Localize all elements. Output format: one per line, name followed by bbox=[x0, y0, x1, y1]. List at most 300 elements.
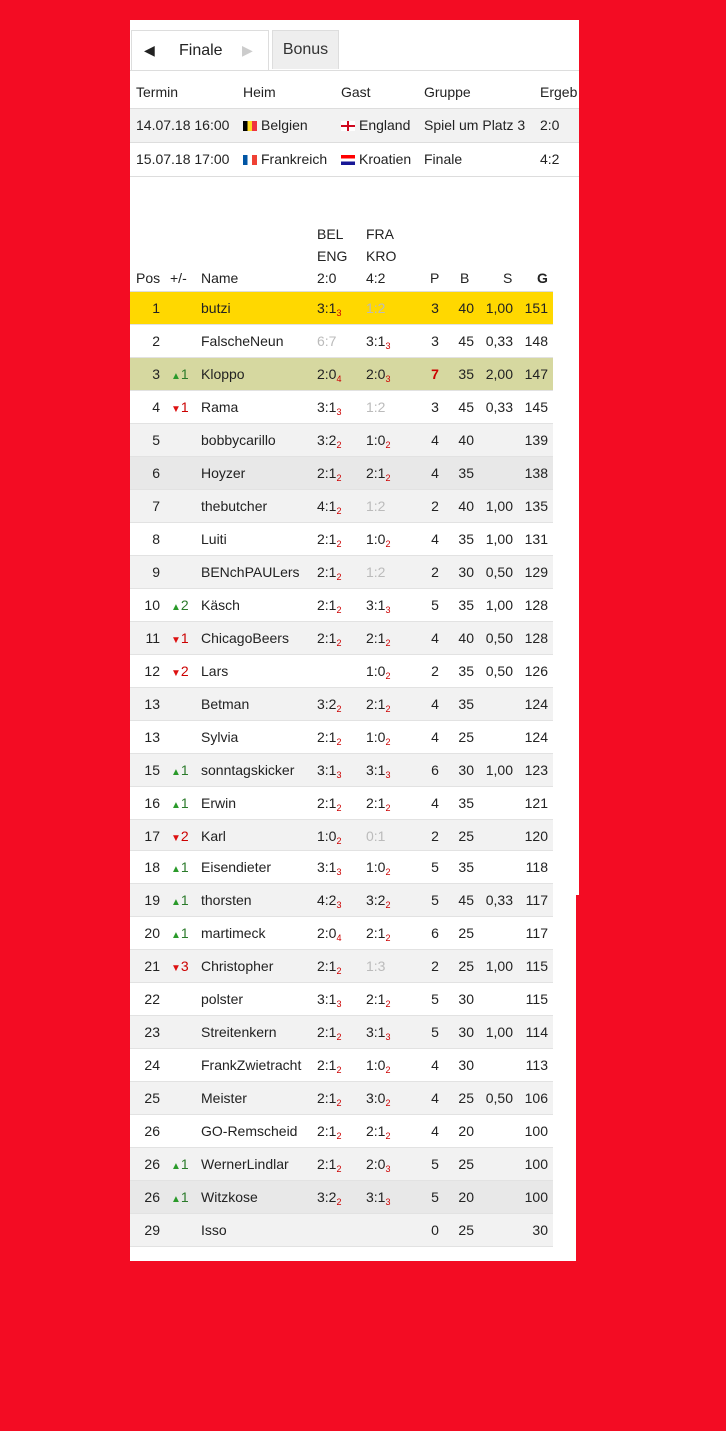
row-points: 2 bbox=[431, 498, 439, 514]
col-termin: Termin bbox=[136, 84, 179, 100]
tip-game2: 1:2 bbox=[366, 399, 386, 415]
rank-change: ▲1 bbox=[171, 795, 189, 811]
row-points: 2 bbox=[431, 564, 439, 580]
match-group: Spiel um Platz 3 bbox=[424, 117, 526, 133]
row-position: 26 bbox=[144, 1189, 160, 1205]
england-flag-icon bbox=[341, 121, 355, 131]
col-game2-home: FRA bbox=[366, 226, 394, 242]
row-total: 117 bbox=[525, 925, 548, 941]
row-position: 26 bbox=[144, 1156, 160, 1172]
row-points: 6 bbox=[431, 762, 439, 778]
row-name: thorsten bbox=[201, 892, 252, 908]
row-name: polster bbox=[201, 991, 244, 1007]
tip-game1: $2:1_2$ bbox=[317, 729, 342, 747]
row-points: 7 bbox=[431, 366, 439, 382]
standings-row[interactable] bbox=[130, 917, 553, 950]
row-s: 1,00 bbox=[485, 300, 513, 316]
match-result: 4:2 bbox=[540, 151, 560, 167]
tip-game2: $3:1_3$ bbox=[366, 762, 391, 780]
row-total: 100 bbox=[524, 1123, 548, 1139]
standings-row[interactable] bbox=[130, 950, 553, 983]
rank-change: ▼2 bbox=[171, 828, 189, 844]
row-name: Karl bbox=[201, 828, 226, 844]
row-name: Hoyzer bbox=[201, 465, 246, 481]
row-s: 0,33 bbox=[485, 399, 513, 415]
standings-row[interactable] bbox=[130, 622, 553, 655]
match-group: Finale bbox=[424, 151, 463, 167]
rank-change: ▲1 bbox=[171, 1156, 189, 1172]
row-points: 3 bbox=[431, 399, 439, 415]
row-position: 6 bbox=[152, 465, 160, 481]
tab-finale[interactable] bbox=[131, 30, 269, 70]
row-s: 1,00 bbox=[485, 1024, 513, 1040]
row-bonus: 25 bbox=[458, 925, 474, 941]
rank-change: ▲1 bbox=[171, 762, 189, 778]
row-name: Streitenkern bbox=[201, 1024, 277, 1040]
col-gruppe: Gruppe bbox=[424, 84, 471, 100]
col-game1-away: ENG bbox=[317, 248, 348, 264]
rank-change: ▲2 bbox=[171, 597, 189, 613]
tip-game1: $2:1_2$ bbox=[317, 465, 342, 483]
row-total: 118 bbox=[525, 859, 548, 875]
france-flag-icon bbox=[243, 155, 257, 165]
tip-game2: $2:0_3$ bbox=[366, 366, 391, 384]
match-date: 14.07.18 16:00 bbox=[136, 117, 230, 133]
tip-game2: $3:0_2$ bbox=[366, 1090, 391, 1108]
match-away: England bbox=[341, 109, 410, 142]
croatia-flag-icon bbox=[341, 155, 355, 165]
tip-game2: $1:0_2$ bbox=[366, 729, 391, 747]
row-name: Lars bbox=[201, 663, 229, 679]
standings-row[interactable] bbox=[130, 292, 553, 325]
match-away: Kroatien bbox=[341, 143, 411, 176]
standings-row[interactable] bbox=[130, 325, 553, 358]
row-total: 148 bbox=[524, 333, 548, 349]
row-position: 13 bbox=[144, 696, 160, 712]
row-name: GO-Remscheid bbox=[201, 1123, 298, 1139]
row-bonus: 35 bbox=[458, 465, 474, 481]
triangle-down-icon: ▼ bbox=[171, 963, 181, 974]
standings-row[interactable] bbox=[130, 1016, 553, 1049]
row-points: 3 bbox=[431, 333, 439, 349]
row-points: 4 bbox=[431, 795, 439, 811]
row-name: Erwin bbox=[201, 795, 237, 811]
tip-game2: $2:1_2$ bbox=[366, 465, 391, 483]
tip-game2: 1:2 bbox=[366, 300, 386, 316]
col-g: G bbox=[537, 270, 548, 286]
row-name: Käsch bbox=[201, 597, 240, 613]
row-bonus: 35 bbox=[458, 366, 474, 382]
row-position: 22 bbox=[144, 991, 160, 1007]
tip-game1: $2:1_2$ bbox=[317, 795, 342, 813]
row-points: 5 bbox=[431, 892, 439, 908]
row-position: 25 bbox=[144, 1090, 160, 1106]
col-game1-score: 2:0 bbox=[317, 270, 337, 286]
tip-game2: $2:1_2$ bbox=[366, 991, 391, 1009]
row-name: Isso bbox=[201, 1222, 227, 1238]
row-points: 4 bbox=[431, 729, 439, 745]
row-total: 100 bbox=[524, 1189, 548, 1205]
row-bonus: 25 bbox=[458, 828, 474, 844]
col-b: B bbox=[460, 270, 470, 286]
row-bonus: 30 bbox=[458, 1024, 474, 1040]
row-bonus: 45 bbox=[458, 892, 474, 908]
row-position: 17 bbox=[144, 828, 160, 844]
row-bonus: 30 bbox=[458, 762, 474, 778]
standings-row[interactable] bbox=[130, 1214, 553, 1247]
row-position: 29 bbox=[144, 1222, 160, 1238]
triangle-up-icon: ▲ bbox=[171, 371, 181, 382]
standings-row[interactable] bbox=[130, 523, 553, 556]
row-name: butzi bbox=[201, 300, 231, 316]
tip-game2: $1:0_2$ bbox=[366, 432, 391, 450]
standings-row[interactable] bbox=[130, 589, 553, 622]
standings-row[interactable] bbox=[130, 754, 553, 787]
standings-row[interactable] bbox=[130, 490, 553, 523]
rank-change: ▲1 bbox=[171, 366, 189, 382]
tip-game2: $2:1_2$ bbox=[366, 696, 391, 714]
tip-game1: $3:1_3$ bbox=[317, 300, 342, 318]
row-total: 117 bbox=[525, 892, 548, 908]
row-name: FalscheNeun bbox=[201, 333, 284, 349]
tip-game2: $1:0_2$ bbox=[366, 531, 391, 549]
row-total: 115 bbox=[525, 958, 548, 974]
row-points: 2 bbox=[431, 958, 439, 974]
tip-game1: $2:1_2$ bbox=[317, 1123, 342, 1141]
standings-row[interactable] bbox=[130, 358, 553, 391]
standings-row[interactable] bbox=[130, 1148, 553, 1181]
match-row[interactable] bbox=[130, 143, 579, 177]
row-position: 23 bbox=[144, 1024, 160, 1040]
row-name: Betman bbox=[201, 696, 250, 712]
tip-game1: $3:2_2$ bbox=[317, 696, 342, 714]
row-bonus: 25 bbox=[458, 729, 474, 745]
row-name: Rama bbox=[201, 399, 239, 415]
tip-game1: $1:0_2$ bbox=[317, 828, 342, 846]
row-points: 4 bbox=[431, 696, 439, 712]
tip-game1: $2:1_2$ bbox=[317, 1024, 342, 1042]
standings-row[interactable] bbox=[130, 655, 553, 688]
tip-game2: $1:0_2$ bbox=[366, 1057, 391, 1075]
row-position: 16 bbox=[144, 795, 160, 811]
row-points: 2 bbox=[431, 663, 439, 679]
row-name: thebutcher bbox=[201, 498, 268, 514]
tip-game2: $3:2_2$ bbox=[366, 892, 391, 910]
belgium-flag-icon bbox=[243, 121, 257, 131]
row-points: 5 bbox=[431, 1189, 439, 1205]
triangle-down-icon: ▼ bbox=[171, 404, 181, 415]
row-bonus: 40 bbox=[458, 498, 474, 514]
row-name: Witzkose bbox=[201, 1189, 258, 1205]
row-total: 114 bbox=[525, 1024, 548, 1040]
row-position: 8 bbox=[152, 531, 160, 547]
triangle-up-icon: ▲ bbox=[171, 897, 181, 908]
row-bonus: 35 bbox=[458, 597, 474, 613]
col-game1-home: BEL bbox=[317, 226, 344, 242]
match-row[interactable] bbox=[130, 109, 579, 143]
tip-game1: $2:1_2$ bbox=[317, 630, 342, 648]
tip-game2: $3:1_3$ bbox=[366, 333, 391, 351]
rank-change: ▼1 bbox=[171, 630, 189, 646]
triangle-down-icon: ▼ bbox=[171, 833, 181, 844]
row-position: 1 bbox=[152, 300, 160, 316]
row-position: 21 bbox=[144, 958, 160, 974]
tip-game1: $2:1_2$ bbox=[317, 958, 342, 976]
row-position: 18 bbox=[144, 859, 160, 875]
row-bonus: 25 bbox=[458, 958, 474, 974]
col-s: S bbox=[503, 270, 513, 286]
row-bonus: 35 bbox=[458, 531, 474, 547]
standings-row[interactable] bbox=[130, 1082, 553, 1115]
row-bonus: 40 bbox=[458, 300, 474, 316]
col-ergebnis: Ergeb bbox=[540, 84, 578, 100]
row-position: 2 bbox=[152, 333, 160, 349]
rank-change: ▲1 bbox=[171, 925, 189, 941]
row-bonus: 30 bbox=[458, 1057, 474, 1073]
tip-game1: $2:1_2$ bbox=[317, 1057, 342, 1075]
row-total: 115 bbox=[525, 991, 548, 1007]
tip-game2: $3:1_3$ bbox=[366, 597, 391, 615]
tab-finale-label: Finale bbox=[179, 41, 223, 59]
row-bonus: 35 bbox=[458, 795, 474, 811]
triangle-up-icon: ▲ bbox=[171, 1194, 181, 1205]
match-result: 2:0 bbox=[540, 117, 560, 133]
tip-game2: 1:3 bbox=[366, 958, 386, 974]
row-points: 4 bbox=[431, 1123, 439, 1139]
row-position: 13 bbox=[144, 729, 160, 745]
row-position: 10 bbox=[144, 597, 160, 613]
standings-row[interactable] bbox=[130, 721, 553, 754]
col-pos: Pos bbox=[136, 270, 161, 286]
match-home: Belgien bbox=[243, 109, 308, 142]
row-total: 151 bbox=[524, 300, 548, 316]
row-s: 2,00 bbox=[485, 366, 513, 382]
row-points: 5 bbox=[431, 859, 439, 875]
rank-change: ▲1 bbox=[171, 892, 189, 908]
row-total: 124 bbox=[524, 696, 548, 712]
row-points: 2 bbox=[431, 828, 439, 844]
matches-table bbox=[130, 76, 579, 177]
row-name: WernerLindlar bbox=[201, 1156, 289, 1172]
row-points: 4 bbox=[431, 432, 439, 448]
tip-game2: 0:1 bbox=[366, 828, 386, 844]
tip-game1: $3:1_3$ bbox=[317, 859, 342, 877]
tip-game1: $2:1_2$ bbox=[317, 564, 342, 582]
tip-game2: $2:1_2$ bbox=[366, 630, 391, 648]
triangle-down-icon: ▼ bbox=[171, 635, 181, 646]
row-name: martimeck bbox=[201, 925, 266, 941]
standings-row[interactable] bbox=[130, 556, 553, 589]
rank-change: ▼3 bbox=[171, 958, 189, 974]
row-name: ChicagoBeers bbox=[201, 630, 289, 646]
row-position: 20 bbox=[144, 925, 160, 941]
standings-row[interactable] bbox=[130, 1115, 553, 1148]
row-position: 19 bbox=[144, 892, 160, 908]
tip-game2: $2:1_2$ bbox=[366, 795, 391, 813]
tab-bar bbox=[130, 30, 579, 71]
col-name: Name bbox=[201, 270, 239, 286]
rank-change: ▼1 bbox=[171, 399, 189, 415]
row-name: BENchPAULers bbox=[201, 564, 300, 580]
row-bonus: 35 bbox=[458, 859, 474, 875]
row-total: 129 bbox=[524, 564, 548, 580]
row-total: 126 bbox=[524, 663, 548, 679]
row-bonus: 35 bbox=[458, 696, 474, 712]
row-position: 5 bbox=[152, 432, 160, 448]
row-name: Christopher bbox=[201, 958, 274, 974]
row-total: 30 bbox=[532, 1222, 548, 1238]
caret-right-icon[interactable]: ▶ bbox=[242, 42, 253, 58]
row-points: 4 bbox=[431, 1090, 439, 1106]
standings-row[interactable] bbox=[130, 820, 553, 851]
row-total: 120 bbox=[524, 828, 548, 844]
tip-game2: $2:1_2$ bbox=[366, 925, 391, 943]
row-points: 6 bbox=[431, 925, 439, 941]
row-position: 7 bbox=[152, 498, 160, 514]
tip-game1: $2:0_4$ bbox=[317, 366, 342, 384]
row-position: 15 bbox=[144, 762, 160, 778]
row-s: 0,50 bbox=[485, 630, 513, 646]
row-points: 4 bbox=[431, 465, 439, 481]
tab-bonus[interactable] bbox=[272, 30, 339, 69]
row-total: 100 bbox=[524, 1156, 548, 1172]
col-game2-away: KRO bbox=[366, 248, 397, 264]
row-total: 131 bbox=[524, 531, 548, 547]
tip-game2: 1:2 bbox=[366, 498, 386, 514]
row-name: FrankZwietracht bbox=[201, 1057, 302, 1073]
col-heim: Heim bbox=[243, 84, 276, 100]
row-total: 128 bbox=[524, 597, 548, 613]
row-position: 3 bbox=[152, 366, 160, 382]
row-points: 3 bbox=[431, 300, 439, 316]
tab-bonus-label: Bonus bbox=[282, 41, 329, 58]
row-bonus: 20 bbox=[458, 1189, 474, 1205]
row-name: Sylvia bbox=[201, 729, 239, 745]
tip-game1: 6:7 bbox=[317, 333, 337, 349]
triangle-up-icon: ▲ bbox=[171, 800, 181, 811]
row-points: 4 bbox=[431, 531, 439, 547]
triangle-up-icon: ▲ bbox=[171, 1161, 181, 1172]
row-bonus: 20 bbox=[458, 1123, 474, 1139]
row-total: 113 bbox=[525, 1057, 548, 1073]
row-s: 1,00 bbox=[485, 498, 513, 514]
row-s: 0,50 bbox=[485, 1090, 513, 1106]
standings-table bbox=[130, 224, 553, 1247]
row-total: 145 bbox=[524, 399, 548, 415]
row-total: 124 bbox=[524, 729, 548, 745]
tip-game1: $3:1_3$ bbox=[317, 991, 342, 1009]
row-bonus: 25 bbox=[458, 1090, 474, 1106]
tip-game1: $4:1_2$ bbox=[317, 498, 342, 516]
col-gast: Gast bbox=[341, 84, 371, 100]
row-total: 147 bbox=[524, 366, 548, 382]
triangle-down-icon: ▼ bbox=[171, 668, 181, 679]
standings-row[interactable] bbox=[130, 851, 553, 884]
standings-row[interactable] bbox=[130, 424, 553, 457]
standings-row[interactable] bbox=[130, 1049, 553, 1082]
match-home: Frankreich bbox=[243, 143, 327, 176]
row-s: 0,33 bbox=[485, 892, 513, 908]
col-game2-score: 4:2 bbox=[366, 270, 386, 286]
row-s: 0,50 bbox=[485, 663, 513, 679]
row-total: 106 bbox=[524, 1090, 548, 1106]
triangle-up-icon: ▲ bbox=[171, 930, 181, 941]
tip-game1: $2:1_2$ bbox=[317, 1090, 342, 1108]
tip-game1: $2:1_2$ bbox=[317, 531, 342, 549]
row-position: 11 bbox=[145, 630, 160, 646]
tip-game1: $3:2_2$ bbox=[317, 432, 342, 450]
row-bonus: 25 bbox=[458, 1222, 474, 1238]
row-s: 1,00 bbox=[485, 762, 513, 778]
tip-game2: $2:1_2$ bbox=[366, 1123, 391, 1141]
row-total: 128 bbox=[524, 630, 548, 646]
row-total: 138 bbox=[524, 465, 548, 481]
col-p: P bbox=[430, 270, 440, 286]
row-s: 0,33 bbox=[485, 333, 513, 349]
standings-row[interactable] bbox=[130, 688, 553, 721]
row-position: 12 bbox=[144, 663, 160, 679]
tip-game2: $2:0_3$ bbox=[366, 1156, 391, 1174]
row-bonus: 25 bbox=[458, 1156, 474, 1172]
standings-row[interactable] bbox=[130, 391, 553, 424]
row-name: Meister bbox=[201, 1090, 247, 1106]
tip-game2: $3:1_3$ bbox=[366, 1024, 391, 1042]
standings-row[interactable] bbox=[130, 457, 553, 490]
row-bonus: 35 bbox=[458, 663, 474, 679]
standings-row[interactable] bbox=[130, 787, 553, 820]
tip-game2: $1:0_2$ bbox=[366, 663, 391, 681]
row-total: 135 bbox=[524, 498, 548, 514]
row-bonus: 45 bbox=[458, 333, 474, 349]
standings-row[interactable] bbox=[130, 983, 553, 1016]
row-total: 121 bbox=[524, 795, 548, 811]
triangle-up-icon: ▲ bbox=[171, 602, 181, 613]
rank-change: ▼2 bbox=[171, 663, 189, 679]
row-points: 5 bbox=[431, 991, 439, 1007]
row-points: 4 bbox=[431, 1057, 439, 1073]
rank-change: ▲1 bbox=[171, 859, 189, 875]
row-position: 26 bbox=[144, 1123, 160, 1139]
matches-header bbox=[130, 76, 579, 109]
row-bonus: 30 bbox=[458, 564, 474, 580]
row-points: 5 bbox=[431, 597, 439, 613]
row-points: 5 bbox=[431, 1156, 439, 1172]
caret-left-icon[interactable]: ◀ bbox=[144, 42, 155, 58]
row-bonus: 45 bbox=[458, 399, 474, 415]
tip-game1: $4:2_3$ bbox=[317, 892, 342, 910]
col-change: +/- bbox=[170, 270, 187, 286]
tip-game1: $2:0_4$ bbox=[317, 925, 342, 943]
row-points: 5 bbox=[431, 1024, 439, 1040]
standings-row[interactable] bbox=[130, 884, 553, 917]
standings-header bbox=[130, 224, 553, 292]
row-bonus: 30 bbox=[458, 991, 474, 1007]
tip-game1: $2:1_2$ bbox=[317, 597, 342, 615]
row-bonus: 40 bbox=[458, 630, 474, 646]
triangle-up-icon: ▲ bbox=[171, 767, 181, 778]
row-total: 123 bbox=[524, 762, 548, 778]
tip-game1: $3:2_2$ bbox=[317, 1189, 342, 1207]
tip-game2: $1:0_2$ bbox=[366, 859, 391, 877]
rank-change: ▲1 bbox=[171, 1189, 189, 1205]
row-s: 1,00 bbox=[485, 597, 513, 613]
row-name: bobbycarillo bbox=[201, 432, 276, 448]
row-points: 4 bbox=[431, 630, 439, 646]
tip-game1: $3:1_3$ bbox=[317, 762, 342, 780]
tip-game2: $3:1_3$ bbox=[366, 1189, 391, 1207]
row-position: 24 bbox=[144, 1057, 160, 1073]
standings-row[interactable] bbox=[130, 1181, 553, 1214]
